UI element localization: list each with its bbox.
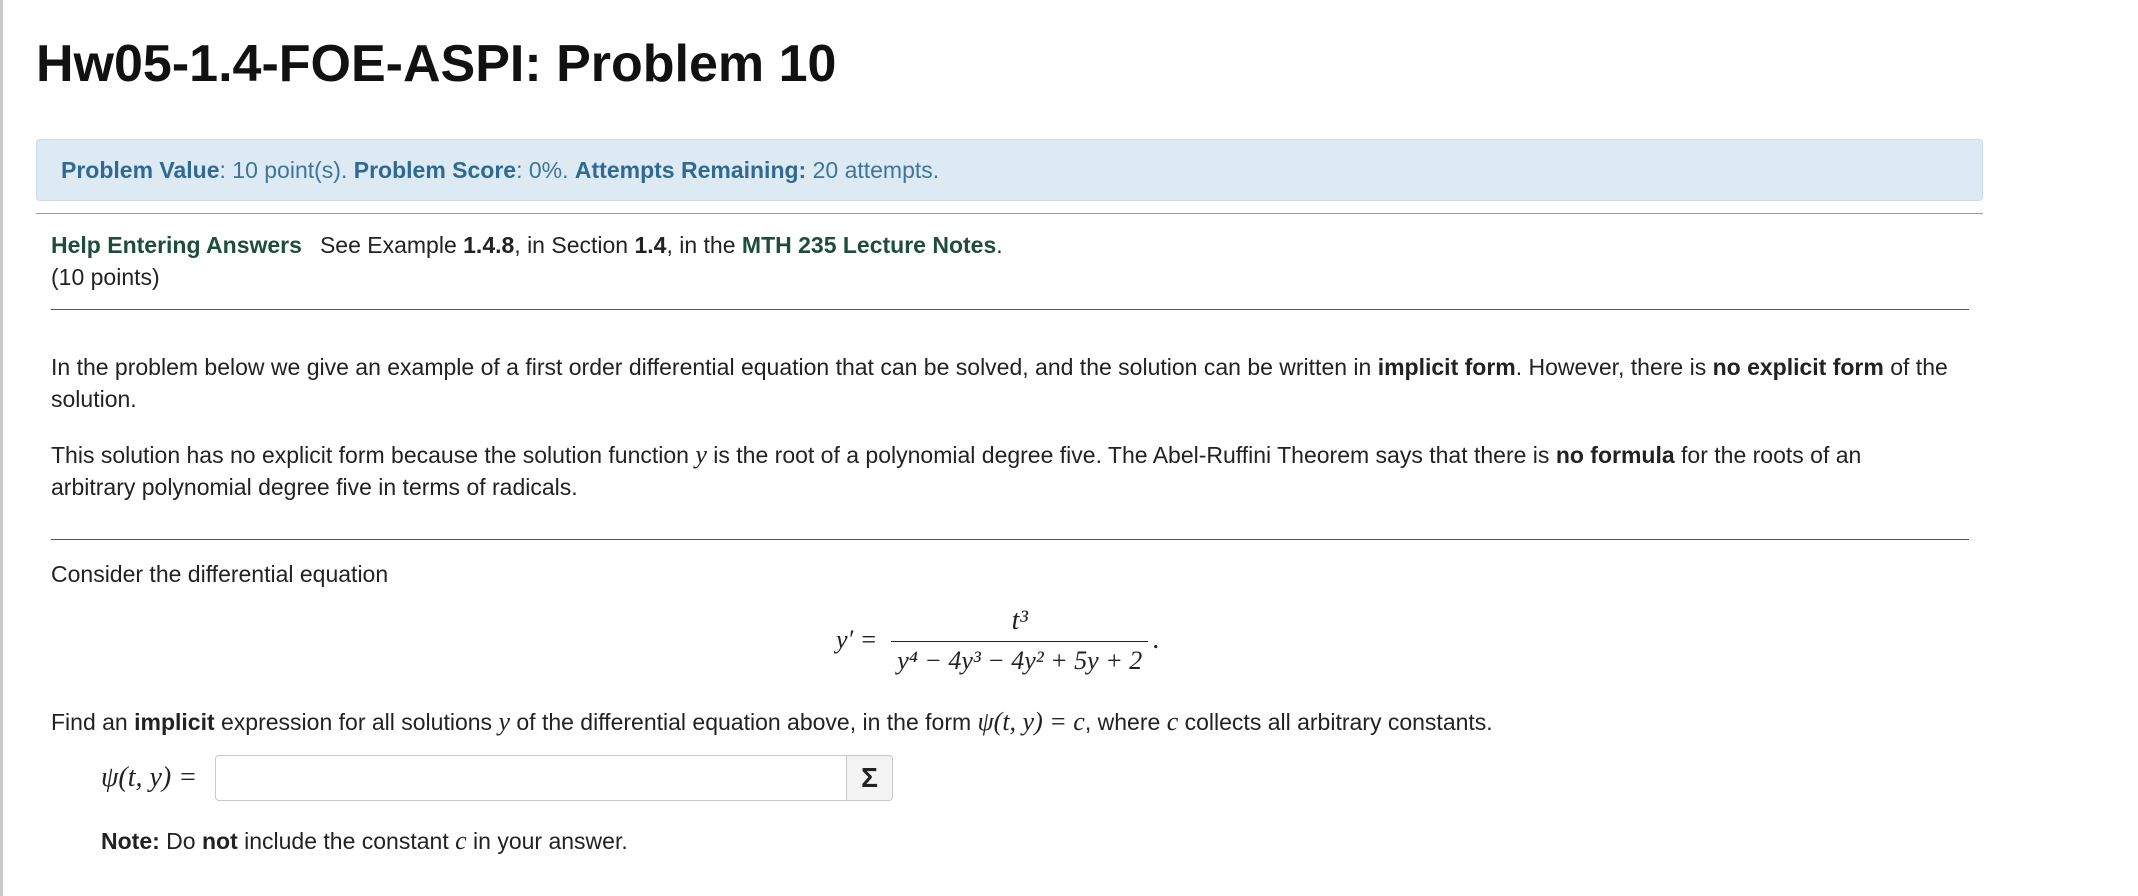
left-border	[0, 0, 3, 896]
intro-paragraph-2	[51, 439, 1951, 503]
emphasis: no explicit form	[1712, 354, 1884, 380]
equation-lhs: y′ =	[836, 625, 878, 654]
answer-label: ψ(t, y) =	[101, 762, 198, 793]
find-instruction	[51, 706, 1951, 738]
help-text: .	[996, 232, 1003, 258]
answer-row	[101, 755, 893, 801]
math-var: c	[1166, 707, 1179, 736]
page-title: Hw05-1.4-FOE-ASPI: Problem 10	[36, 35, 837, 93]
math-var: y	[498, 707, 510, 736]
note	[101, 826, 628, 856]
text: Do	[159, 828, 202, 854]
help-text: , in Section	[514, 232, 635, 258]
consider-text: Consider the differential equation	[51, 561, 389, 587]
help-text: , in the	[666, 232, 742, 258]
points-text: (10 points)	[51, 264, 160, 290]
equation-fraction	[891, 605, 1148, 676]
differential-equation	[836, 600, 1159, 680]
note-label: Note:	[101, 828, 160, 854]
text: This solution has no explicit form because the solution function	[51, 442, 696, 468]
text: in your answer.	[466, 828, 628, 854]
divider	[51, 539, 1969, 540]
help-entering-answers-link[interactable]: Help Entering Answers	[51, 232, 302, 258]
text: expression for all solutions	[214, 709, 499, 735]
attempts-label: Attempts Remaining:	[574, 156, 807, 183]
divider	[51, 309, 1969, 310]
problem-value: : 10 point(s).	[219, 156, 354, 183]
info-text	[61, 157, 939, 184]
emphasis: no formula	[1555, 442, 1675, 468]
answer-input[interactable]	[215, 755, 847, 801]
lecture-notes-link[interactable]: MTH 235 Lecture Notes	[741, 232, 997, 258]
equation-numerator: t³	[1011, 604, 1028, 636]
text: include the constant	[237, 828, 456, 854]
text: is the root of a polynomial degree five. The Abel-Ruffini Theorem says that there is	[706, 442, 1556, 468]
intro-paragraph-1	[51, 351, 1951, 415]
problem-score: : 0%.	[516, 156, 575, 183]
text: of the differential equation above, in the form	[509, 709, 978, 735]
text: In the problem below we give an example of a first order differential equation that can be solved, and the solution can be written in	[51, 354, 1378, 380]
example-number: 1.4.8	[463, 232, 515, 258]
math-form: ψ(t, y) = c	[977, 707, 1085, 736]
separator	[36, 213, 1983, 214]
math-var: c	[455, 826, 467, 855]
text: Find an	[51, 709, 135, 735]
text: for the roots of an arbitrary polynomial degree five in terms of radicals.	[51, 442, 1862, 500]
problem-score-label: Problem Score	[353, 156, 517, 183]
emphasis: implicit	[134, 709, 215, 735]
text: . However, there is	[1515, 354, 1713, 380]
text: , where	[1084, 709, 1167, 735]
attempts-remaining: 20 attempts.	[806, 156, 940, 183]
help-line	[51, 232, 1003, 259]
text: collects all arbitrary constants.	[1178, 709, 1493, 735]
emphasis: implicit form	[1377, 354, 1516, 380]
equation-editor-button[interactable]	[847, 755, 893, 801]
equation-period: .	[1152, 624, 1160, 655]
help-text: See Example	[319, 232, 464, 258]
text: of the solution.	[51, 354, 1948, 412]
sigma-icon: Σ	[861, 762, 878, 793]
emphasis: not	[201, 828, 238, 854]
problem-value-label: Problem Value	[61, 156, 220, 183]
equation-denominator: y⁴ − 4y³ − 4y² + 5y + 2	[891, 641, 1148, 676]
problem-info-bar	[36, 139, 1983, 201]
math-var: y	[695, 440, 707, 469]
section-number: 1.4	[634, 232, 667, 258]
